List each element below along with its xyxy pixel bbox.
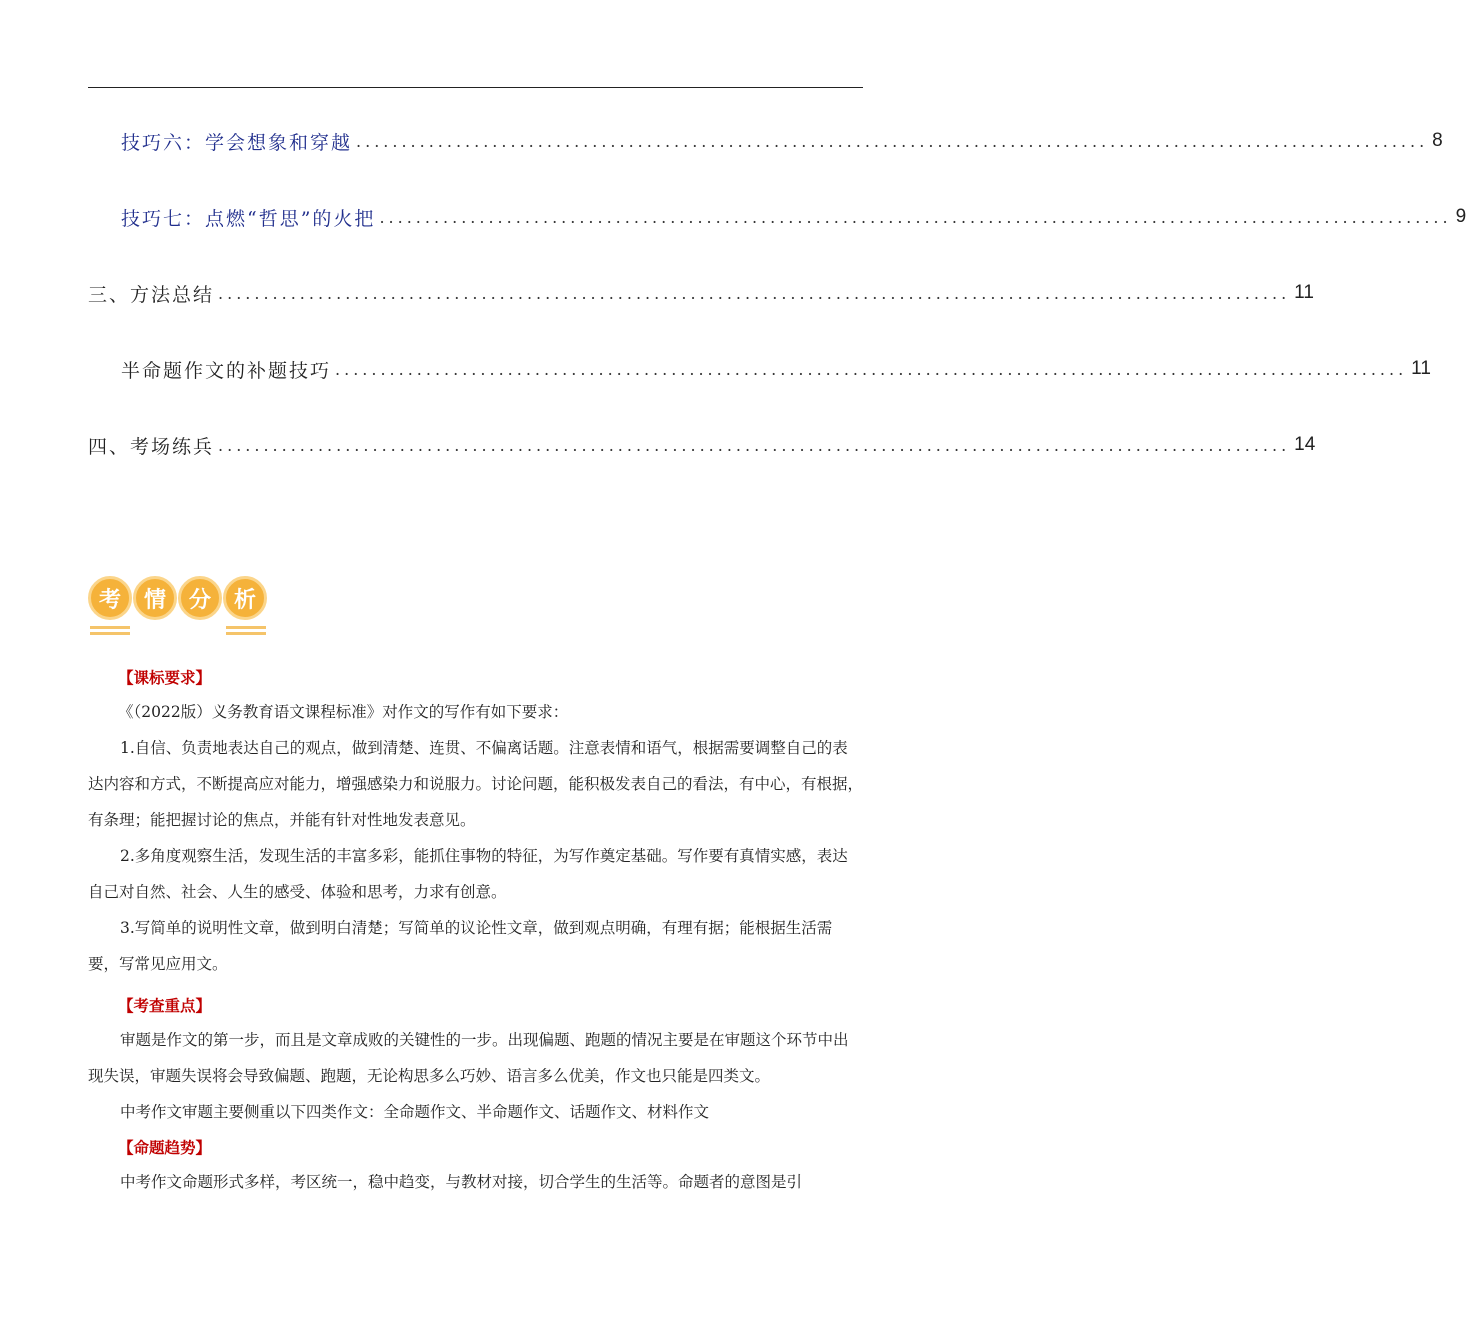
- toc-page-number: 14: [1294, 434, 1316, 455]
- banner-stripe: [90, 626, 130, 629]
- exam-focus-categories: 中考作文审题主要侧重以下四类作文：全命题作文、半命题作文、话题作文、材料作文: [120, 1103, 710, 1121]
- toc-page-number: 8: [1432, 130, 1443, 151]
- toc-entry-title: 半命题作文的补题技巧: [121, 359, 332, 382]
- heading-curriculum-requirements: 【课标要求】: [118, 668, 212, 687]
- header-rule: [88, 87, 863, 88]
- toc-page-number: 11: [1411, 358, 1431, 379]
- banner-char: 考: [88, 576, 132, 620]
- banner-char: 分: [178, 576, 222, 620]
- banner-stripe: [226, 626, 266, 629]
- requirement-item-2: 2.多角度观察生活，发现生活的丰富多彩，能抓住事物的特征，为写作奠定基础。写作要有真情实感，表达自己对自然、社会、人生的感受、体验和思考，力求有创意。: [88, 847, 848, 901]
- banner-char: 情: [133, 576, 177, 620]
- toc-entry-title: 三、方法总结: [88, 283, 215, 306]
- toc-entry-exam-practice[interactable]: [88, 430, 1316, 460]
- requirement-item-1: 1.自信、负责地表达自己的观点，做到清楚、连贯、不偏离话题。注意表情和语气，根据需要调整自己的表达内容和方式，不断提高应对能力，增强感染力和说服力。讨论问题，能积极发表自己的看法，有中心，有根据，有条理；能把握讨论的焦点，并能有针对性地发表意见。: [88, 739, 864, 829]
- toc-leader-dots: ......................................................................................................................: [218, 435, 1291, 455]
- toc-entry-half-title-tips[interactable]: [121, 354, 1431, 384]
- toc-leader-dots: ......................................................................................................................: [218, 283, 1291, 303]
- toc-leader-dots: ......................................................................................................................: [356, 131, 1429, 151]
- toc-entry-title: 技巧六：学会想象和穿越: [121, 131, 353, 154]
- trend-paragraph: 中考作文命题形式多样，考区统一，稳中趋变，与教材对接，切合学生的生活等。命题者的意图是引: [120, 1173, 803, 1191]
- banner-char: 析: [223, 576, 267, 620]
- toc-leader-dots: ......................................................................................................................: [335, 359, 1408, 379]
- toc-entry-method-summary[interactable]: [88, 278, 1314, 308]
- requirement-item-3: 3.写简单的说明性文章，做到明白清楚；写简单的议论性文章，做到观点明确，有理有据；能根据生活需要，写常见应用文。: [88, 919, 833, 973]
- curriculum-intro: 《（2022版）义务教育语文课程标准》对作文的写作有如下要求：: [118, 703, 569, 721]
- banner-stripe: [90, 632, 130, 635]
- toc-page-number: 11: [1294, 282, 1314, 303]
- toc-entry-skill-6[interactable]: [121, 126, 1443, 156]
- section-banner: [88, 576, 268, 636]
- toc-entry-title: 四、考场练兵: [88, 435, 215, 458]
- exam-focus-paragraph: 审题是作文的第一步，而且是文章成败的关键性的一步。出现偏题、跑题的情况主要是在审题这个环节中出现失误，审题失误将会导致偏题、跑题，无论构思多么巧妙、语言多么优美，作文也只能是四类文。: [88, 1031, 849, 1085]
- banner-stripe: [226, 632, 266, 635]
- toc-entry-title: 技巧七：点燃“哲思”的火把: [121, 207, 376, 230]
- toc-entry-skill-7[interactable]: [121, 202, 1466, 232]
- toc-leader-dots: ......................................................................................................................: [379, 207, 1452, 227]
- toc-page-number: 9: [1455, 206, 1466, 227]
- heading-exam-focus: 【考查重点】: [118, 996, 212, 1015]
- heading-trend: 【命题趋势】: [118, 1138, 212, 1157]
